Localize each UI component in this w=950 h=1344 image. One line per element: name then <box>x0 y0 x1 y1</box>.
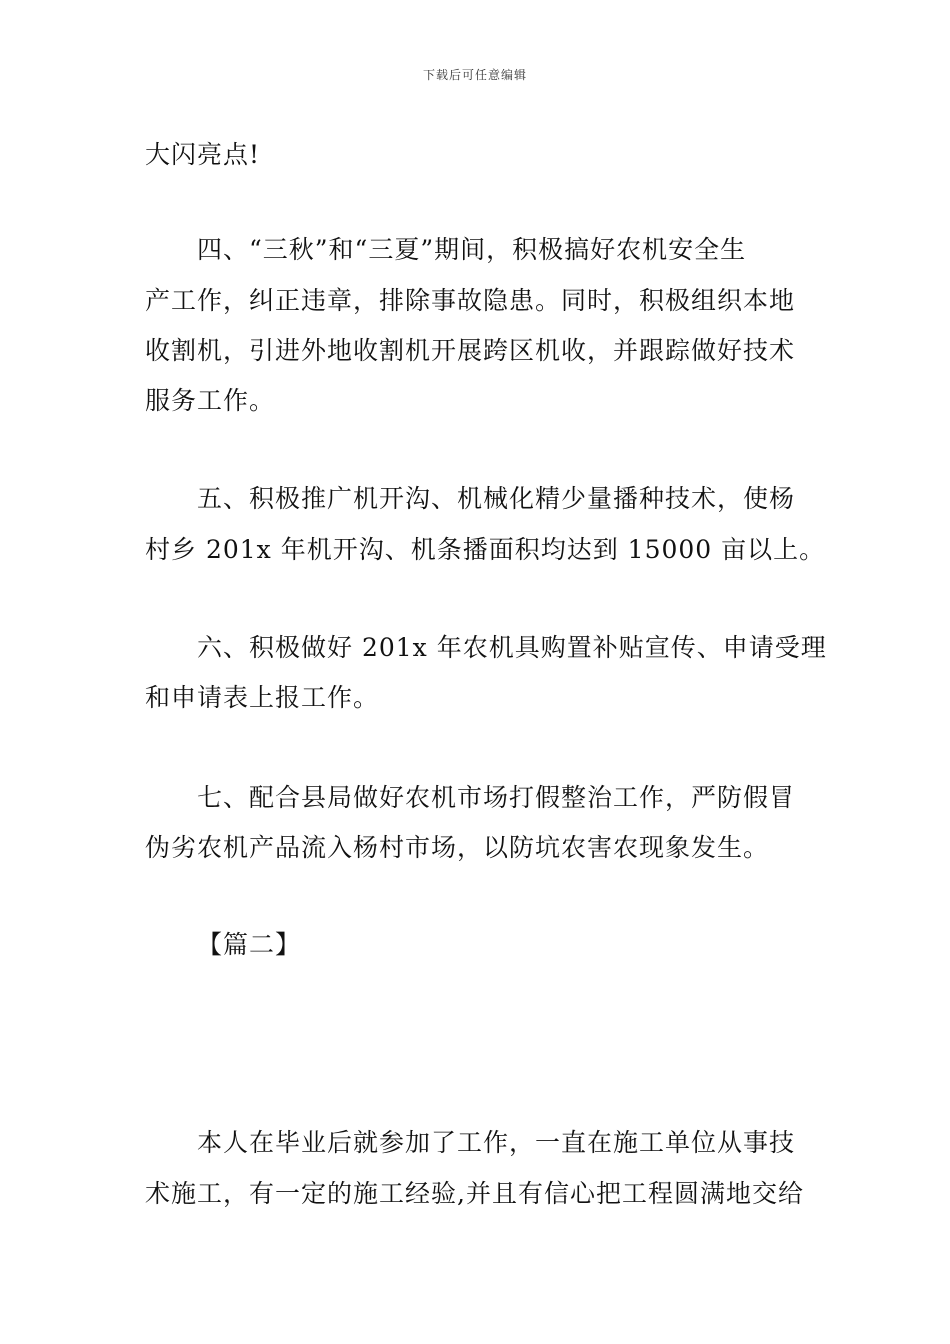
section-title: 【篇二】 <box>197 930 302 959</box>
paragraph-line: 四、“三秋”和“三夏”期间，积极搞好农机安全生 <box>197 235 747 264</box>
paragraph-line: 本人在毕业后就参加了工作，一直在施工单位从事技 <box>197 1128 796 1157</box>
paragraph-line: 和申请表上报工作。 <box>145 683 380 712</box>
paragraph-line: 收割机，引进外地收割机开展跨区机收，并跟踪做好技术 <box>145 336 796 365</box>
paragraph-line: 五、积极推广机开沟、机械化精少量播种技术，使杨 <box>197 484 796 513</box>
paragraph-line: 大闪亮点! <box>145 140 261 169</box>
page-header: 下载后可任意编辑 <box>422 68 527 82</box>
paragraph-line: 六、积极做好 201x 年农机具购置补贴宣传、申请受理 <box>197 633 827 662</box>
paragraph-line: 七、配合县局做好农机市场打假整治工作，严防假冒 <box>197 783 796 812</box>
paragraph-line: 伪劣农机产品流入杨村市场，以防坑农害农现象发生。 <box>145 833 770 862</box>
paragraph-line: 术施工，有一定的施工经验,并且有信心把工程圆满地交给 <box>145 1179 804 1208</box>
paragraph-line: 服务工作。 <box>145 386 276 415</box>
paragraph-line: 产工作，纠正违章，排除事故隐患。同时，积极组织本地 <box>145 286 796 315</box>
paragraph-line: 村乡 201x 年机开沟、机条播面积均达到 15000 亩以上。 <box>145 535 826 564</box>
